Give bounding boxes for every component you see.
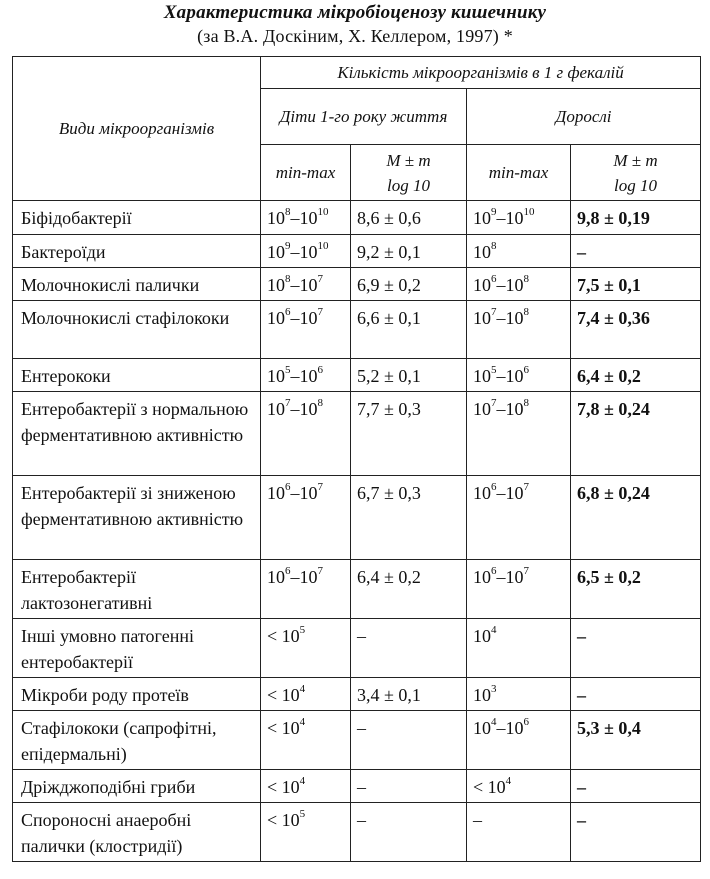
children-mean-cell: 9,2 ± 0,1 [351,235,467,268]
mean-header-line1: M ± m [613,150,658,170]
mean-header-line1: M ± m [386,150,431,170]
adults-mean-cell: – [571,619,701,678]
table-row [13,268,701,301]
species-name-cell: Мікроби роду протеїв [13,678,261,711]
adults-range-cell: $10^6-10^8$ [467,268,571,301]
species-name-cell: Стафілококи (сапрофітні, епідермальні) [13,711,261,770]
table-row [13,476,701,560]
adults-mean-cell: 7,5 ± 0,1 [571,268,701,301]
table-row [13,770,701,803]
children-mean-cell: – [351,803,467,862]
table-body [13,201,701,862]
adults-mean-cell: 6,8 ± 0,24 [571,476,701,560]
adults-minmax-header: min-max [467,145,571,201]
species-name-cell: Ентерококи [13,359,261,392]
adults-header: Дорослі [467,89,701,145]
adults-range-cell: – [467,803,571,862]
species-name-cell: Інші умовно патогенні ентеробактерії [13,619,261,678]
adults-range-cell: $10^4$ [467,619,571,678]
children-range-cell: < $10^4$ [261,711,351,770]
species-name-cell: Біфідобактерії [13,201,261,235]
adults-mean-cell: 5,3 ± 0,4 [571,711,701,770]
adults-range-cell: $10^7-10^8$ [467,301,571,359]
table-row [13,619,701,678]
table-row [13,301,701,359]
children-mean-cell: 8,6 ± 0,6 [351,201,467,235]
children-range-cell: < $10^5$ [261,803,351,862]
species-name-cell: Спороносні анаеробні палички (клостридії) [13,803,261,862]
children-mean-cell: 6,4 ± 0,2 [351,560,467,619]
adults-range-cell: $10^5-10^6$ [467,359,571,392]
children-minmax-header: min-max [261,145,351,201]
adults-mean-cell: 6,5 ± 0,2 [571,560,701,619]
children-header: Діти 1-го року життя [261,89,467,145]
children-mean-cell: 5,2 ± 0,1 [351,359,467,392]
table-row [13,678,701,711]
species-name-cell: Ентеробактерії зі зниженою ферментативною активністю [13,476,261,560]
species-name-cell: Дріжджоподібні гриби [13,770,261,803]
mean-header-line2: log 10 [614,175,658,195]
table-row [13,560,701,619]
children-mean-cell: – [351,711,467,770]
species-name-cell: Ентеробактерії з нормальною ферментативною активністю [13,392,261,476]
children-range-cell: $10^8-10^{10}$ [261,201,351,235]
adults-range-cell: $10^9-10^{10}$ [467,201,571,235]
children-range-cell: $10^6-10^7$ [261,476,351,560]
table-row [13,235,701,268]
table-row [13,359,701,392]
adults-range-cell: $10^6-10^7$ [467,560,571,619]
table-row [13,201,701,235]
adults-mean-cell: – [571,678,701,711]
children-mean-cell: 7,7 ± 0,3 [351,392,467,476]
children-mean-cell: 6,6 ± 0,1 [351,301,467,359]
adults-range-cell: $10^4-10^6$ [467,711,571,770]
adults-mean-cell: 6,4 ± 0,2 [571,359,701,392]
species-name-cell: Молочнокислі стафілококи [13,301,261,359]
adults-range-cell: $10^7-10^8$ [467,392,571,476]
children-mean-cell: – [351,770,467,803]
children-mean-cell: – [351,619,467,678]
table-title: Характеристика мікробіоценозу кишечнику [163,2,547,23]
adults-range-cell: $10^3$ [467,678,571,711]
microbiocenosis-table [12,56,701,862]
mean-header-line2: log 10 [387,175,430,195]
children-mean-cell: 3,4 ± 0,1 [351,678,467,711]
adults-range-cell: < $10^4$ [467,770,571,803]
children-mean-header [351,145,467,201]
table-row [13,392,701,476]
adults-mean-cell: – [571,235,701,268]
adults-mean-cell: – [571,803,701,862]
children-range-cell: < $10^4$ [261,678,351,711]
table-row [13,711,701,770]
adults-mean-cell: 9,8 ± 0,19 [571,201,701,235]
children-range-cell: $10^5-10^6$ [261,359,351,392]
species-header: Види мікроорганізмів [13,57,261,201]
adults-mean-cell: 7,4 ± 0,36 [571,301,701,359]
adults-range-cell: $10^6-10^7$ [467,476,571,560]
adults-mean-cell: 7,8 ± 0,24 [571,392,701,476]
table-subtitle: (за В.А. Доскіним, Х. Келлером, 1997) * [197,26,513,46]
table-row [13,803,701,862]
children-range-cell: $10^6-10^7$ [261,301,351,359]
children-range-cell: $10^6-10^7$ [261,560,351,619]
children-mean-cell: 6,7 ± 0,3 [351,476,467,560]
species-name-cell: Молочнокислі палички [13,268,261,301]
children-range-cell: $10^9-10^{10}$ [261,235,351,268]
species-name-cell: Ентеробактерії лактозонегативні [13,560,261,619]
adults-mean-header [571,145,701,201]
adults-mean-cell: – [571,770,701,803]
children-range-cell: $10^8-10^7$ [261,268,351,301]
children-range-cell: < $10^5$ [261,619,351,678]
species-name-cell: Бактероїди [13,235,261,268]
count-header: Кількість мікроорганізмів в 1 г фекалій [261,57,701,89]
children-range-cell: < $10^4$ [261,770,351,803]
children-range-cell: $10^7-10^8$ [261,392,351,476]
children-mean-cell: 6,9 ± 0,2 [351,268,467,301]
adults-range-cell: $10^8$ [467,235,571,268]
